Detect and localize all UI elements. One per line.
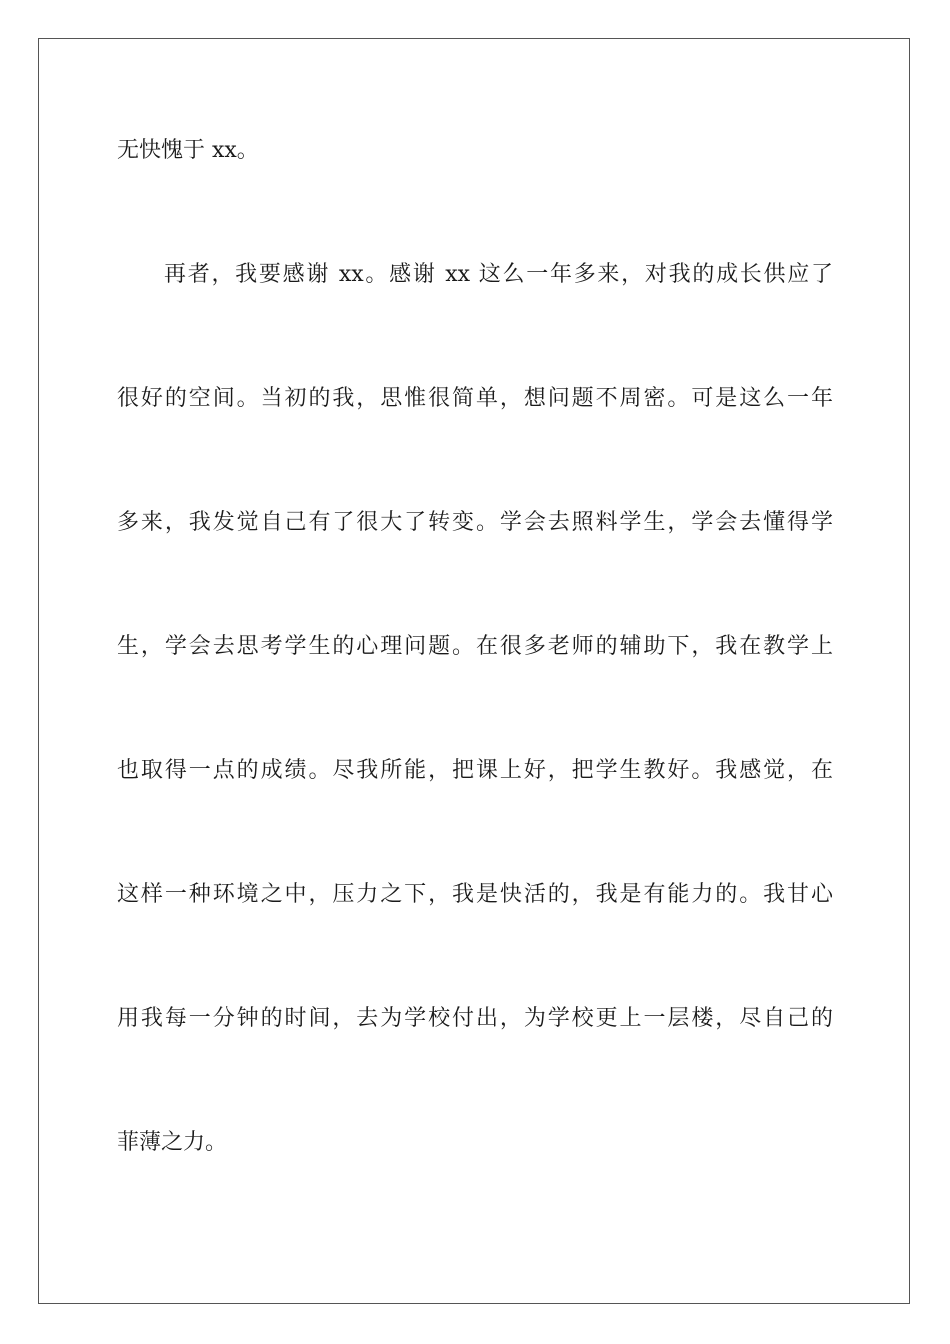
text-line-5: 生，学会去思考学生的心理问题。在很多老师的辅助下，我在教学上 xyxy=(117,634,833,659)
text-line-2: 再者，我要感谢 xx。感谢 xx 这么一年多来，对我的成长供应了 xyxy=(164,262,833,287)
page-border xyxy=(38,38,910,1304)
text-line-9: 菲薄之力。 xyxy=(117,1130,228,1155)
text-line-4: 多来，我发觉自己有了很大了转变。学会去照料学生，学会去懂得学 xyxy=(117,510,833,535)
text-line-1: 无快愧于 xx。 xyxy=(117,138,259,163)
text-line-3: 很好的空间。当初的我，思惟很简单，想问题不周密。可是这么一年 xyxy=(117,386,833,411)
text-line-7: 这样一种环境之中，压力之下，我是快活的，我是有能力的。我甘心 xyxy=(117,882,833,907)
text-line-6: 也取得一点的成绩。尽我所能，把课上好，把学生教好。我感觉，在 xyxy=(117,758,833,783)
text-line-8: 用我每一分钟的时间，去为学校付出，为学校更上一层楼，尽自己的 xyxy=(117,1006,833,1031)
